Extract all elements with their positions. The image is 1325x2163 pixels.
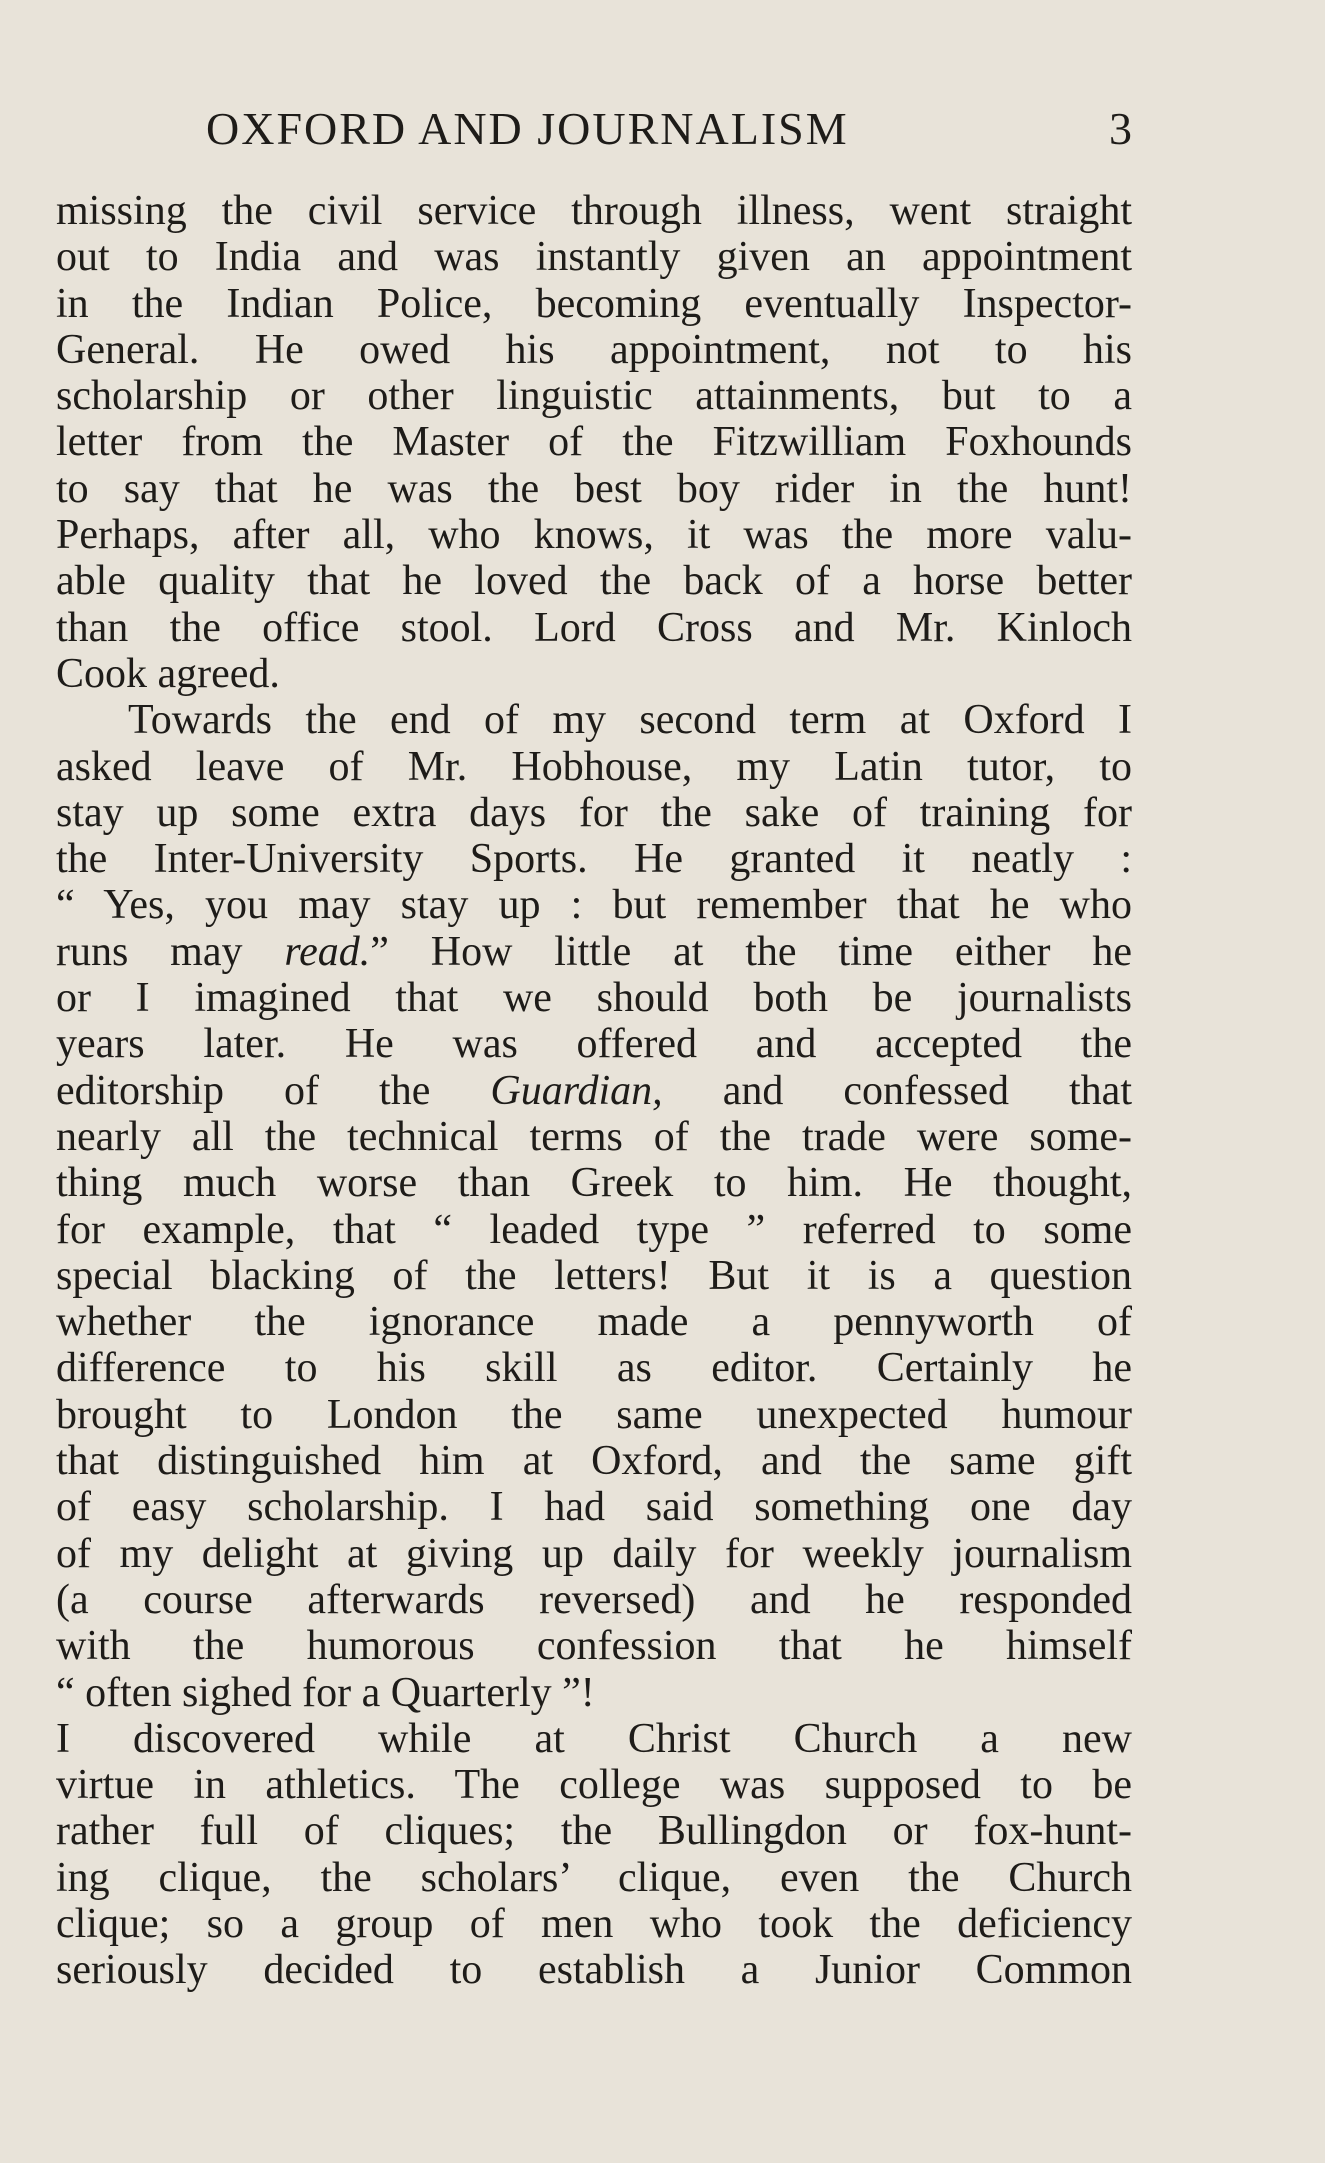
text-line: clique; so a group of men who took the deficiency: [56, 1900, 1132, 1947]
text-line: difference to his skill as editor. Certainly he: [56, 1345, 1132, 1392]
text-line: asked leave of Mr. Hobhouse, my Latin tutor, to: [56, 743, 1132, 790]
text-line: Cook agreed.: [56, 650, 280, 697]
text-line: (a course afterwards reversed) and he responded: [56, 1576, 1132, 1623]
text-line: years later. He was offered and accepted the: [56, 1021, 1132, 1068]
running-head: [56, 102, 1132, 158]
text-line: to say that he was the best boy rider in the hunt!: [56, 465, 1132, 512]
page-number: 3: [1109, 103, 1132, 154]
text-line: with the humorous confession that he himself: [56, 1623, 1132, 1670]
paragraph-first-line: Towards the end of my second term at Oxford I: [128, 697, 1132, 744]
text-line: rather full of cliques; the Bullingdon or fox-hunt-: [56, 1808, 1132, 1855]
text-line: scholarship or other linguistic attainments, but to a: [56, 373, 1132, 420]
text-line: Perhaps, after all, who knows, it was the more valu-: [56, 512, 1132, 559]
text-line: out to India and was instantly given an appointment: [56, 234, 1132, 281]
text-line: missing the civil service through illness, went straight: [56, 188, 1132, 234]
text-line: “ Yes, you may stay up : but remember that he who: [56, 882, 1132, 929]
text-line: in the Indian Police, becoming eventually Inspector-: [56, 280, 1132, 327]
text-line: the Inter-University Sports. He granted it neatly :: [56, 836, 1132, 883]
text-line: for example, that “ leaded type ” referred to some: [56, 1206, 1132, 1253]
italic-word: Guardian,: [490, 1067, 663, 1114]
text-line: of easy scholarship. I had said something one day: [56, 1484, 1132, 1531]
text-line: whether the ignorance made a pennyworth of: [56, 1299, 1132, 1346]
text-line: than the office stool. Lord Cross and Mr. Kinloch: [56, 604, 1132, 651]
text-line: “ often sighed for a Quarterly ”!: [56, 1669, 595, 1716]
text-line: ing clique, the scholars’ clique, even the Church: [56, 1854, 1132, 1901]
italic-word: read.: [284, 928, 371, 975]
text-line: able quality that he loved the back of a horse better: [56, 558, 1132, 605]
text-line: General. He owed his appointment, not to his: [56, 326, 1132, 373]
text-line: or I imagined that we should both be journalists: [56, 975, 1132, 1022]
text-line: runs may read.” How little at the time either he: [56, 928, 1132, 975]
text-line: nearly all the technical terms of the trade were some-: [56, 1113, 1132, 1160]
text-line: of my delight at giving up daily for weekly journalism: [56, 1530, 1132, 1577]
body-text: [56, 188, 1132, 1994]
text-line: letter from the Master of the Fitzwilliam Foxhounds: [56, 419, 1132, 466]
text-line: that distinguished him at Oxford, and the same gift: [56, 1438, 1132, 1485]
text-line: brought to London the same unexpected humour: [56, 1391, 1132, 1438]
running-title: OXFORD AND JOURNALISM: [206, 103, 849, 154]
text-line: special blacking of the letters! But it is a question: [56, 1252, 1132, 1299]
text-line: thing much worse than Greek to him. He thought,: [56, 1160, 1132, 1207]
paragraph-first-line: I discovered while at Christ Church a new: [56, 1715, 1132, 1762]
text-line: virtue in athletics. The college was supposed to be: [56, 1762, 1132, 1809]
text-line: stay up some extra days for the sake of training for: [56, 789, 1132, 836]
text-line: seriously decided to establish a Junior Common: [56, 1947, 1132, 1994]
text-line: editorship of the Guardian, and confessed that: [56, 1067, 1132, 1114]
